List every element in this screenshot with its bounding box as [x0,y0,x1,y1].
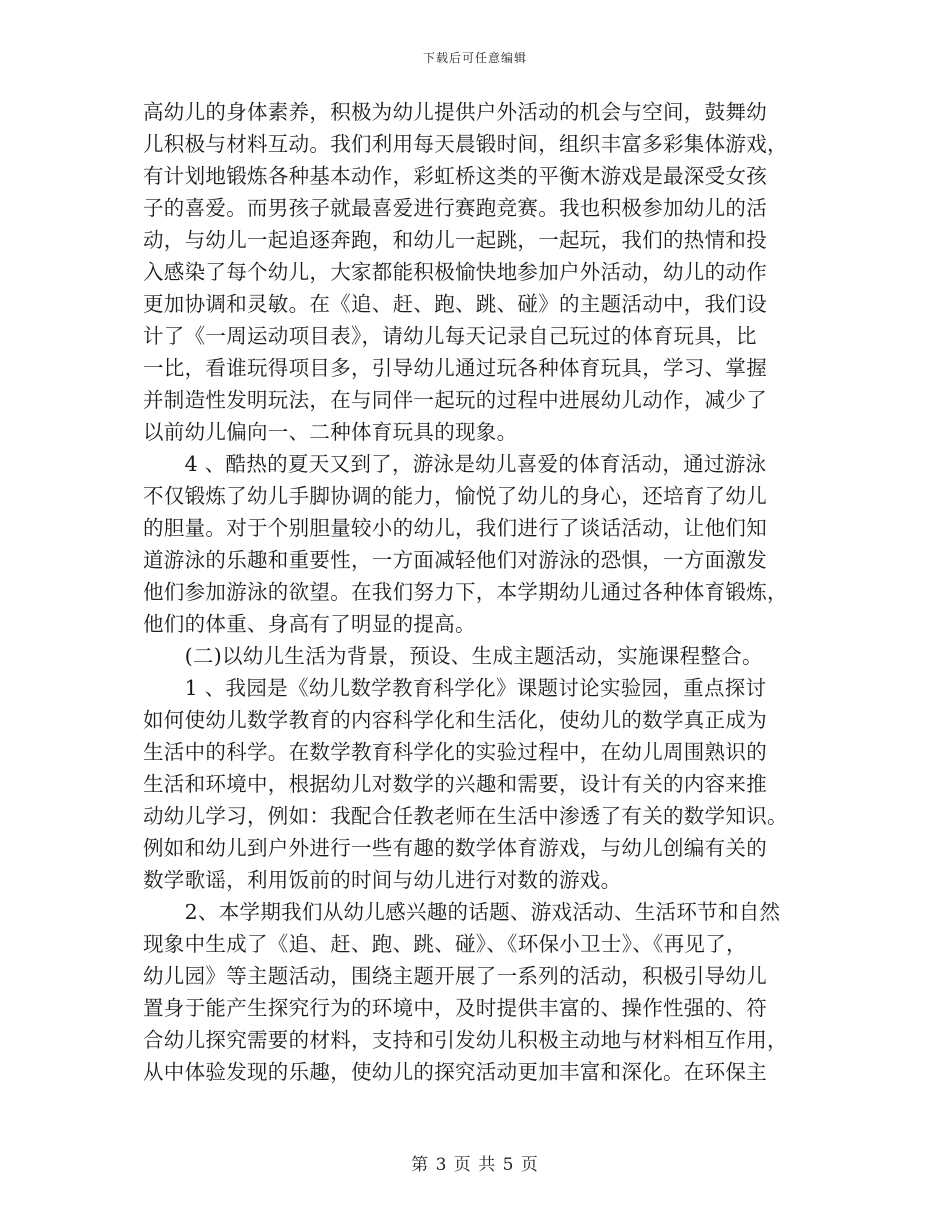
text-line: 道游泳的乐趣和重要性，一方面减轻他们对游泳的恐惧，一方面激发 [143,548,767,572]
text-line: 高幼儿的身体素养，积极为幼儿提供户外活动的机会与空间，鼓舞幼 [143,100,767,124]
document-body [143,96,807,1088]
section-heading: (二)以幼儿生活为背景，预设、生成主题活动，实施课程整合。 [143,644,763,668]
text-line: 不仅锻炼了幼儿手脚协调的能力，愉悦了幼儿的身心，还培育了幼儿 [143,484,767,508]
text-line: 动，与幼儿一起追逐奔跑，和幼儿一起跳，一起玩，我们的热情和投 [143,228,767,252]
text-line: 子的喜爱。而男孩子就最喜爱进行赛跑竞赛。我也积极参加幼儿的活 [143,196,767,220]
text-line: 例如和幼儿到户外进行一些有趣的数学体育游戏，与幼儿创编有关的 [143,836,767,860]
text-line: 计了《一周运动项目表》，请幼儿每天记录自己玩过的体育玩具，比 [143,324,757,348]
text-line: 并制造性发明玩法，在与同伴一起玩的过程中进展幼儿动作，减少了 [143,388,767,412]
text-line: 生活中的科学。在数学教育科学化的实验过程中，在幼儿周围熟识的 [143,740,767,764]
text-line: 一比，看谁玩得项目多，引导幼儿通过玩各种体育玩具，学习、掌握 [143,356,767,380]
text-line: 2、本学期我们从幼儿感兴趣的话题、游戏活动、生活环节和自然 [143,900,781,924]
text-line: 动幼儿学习，例如：我配合任教老师在生活中渗透了有关的数学知识。 [143,804,788,828]
page-number: 第 3 页 共 5 页 [411,1155,539,1175]
text-line: 生活和环境中，根据幼儿对数学的兴趣和需要，设计有关的内容来推 [143,772,767,796]
text-line: 的胆量。对于个别胆量较小的幼儿，我们进行了谈话活动，让他们知 [143,516,767,540]
text-line: 4 、酷热的夏天又到了，游泳是幼儿喜爱的体育活动，通过游泳 [143,452,767,476]
text-line: 儿积极与材料互动。我们利用每天晨锻时间，组织丰富多彩集体游戏， [143,132,788,156]
text-line: 现象中生成了《追、赶、跑、跳、碰》、《环保小卫士》、《再见了， [143,932,747,956]
text-line: 1 、我园是《幼儿数学教育科学化》课题讨论实验园，重点探讨 [143,676,767,700]
text-line: 更加协调和灵敏。在《追、赶、跑、跳、碰》的主题活动中，我们设 [143,292,767,316]
text-line: 他们的体重、身高有了明显的提高。 [143,612,476,636]
page-header: 下载后可任意编辑 [422,51,527,65]
text-line: 如何使幼儿数学教育的内容科学化和生活化，使幼儿的数学真正成为 [143,708,767,732]
text-line: 合幼儿探究需要的材料，支持和引发幼儿积极主动地与材料相互作用， [143,1028,788,1052]
text-line: 幼儿园》等主题活动，围绕主题开展了一系列的活动，积极引导幼儿 [143,964,767,988]
text-line: 置身于能产生探究行为的环境中，及时提供丰富的、操作性强的、符 [143,996,767,1020]
text-line: 他们参加游泳的欲望。在我们努力下，本学期幼儿通过各种体育锻炼， [143,580,788,604]
text-line: 从中体验发现的乐趣，使幼儿的探究活动更加丰富和深化。在环保主 [143,1060,767,1084]
text-line: 入感染了每个幼儿，大家都能积极愉快地参加户外活动，幼儿的动作 [143,260,767,284]
text-line: 数学歌谣，利用饭前的时间与幼儿进行对数的游戏。 [143,868,622,892]
text-line: 以前幼儿偏向一、二种体育玩具的现象。 [143,420,518,444]
text-line: 有计划地锻炼各种基本动作，彩虹桥这类的平衡木游戏是最深受女孩 [143,164,767,188]
